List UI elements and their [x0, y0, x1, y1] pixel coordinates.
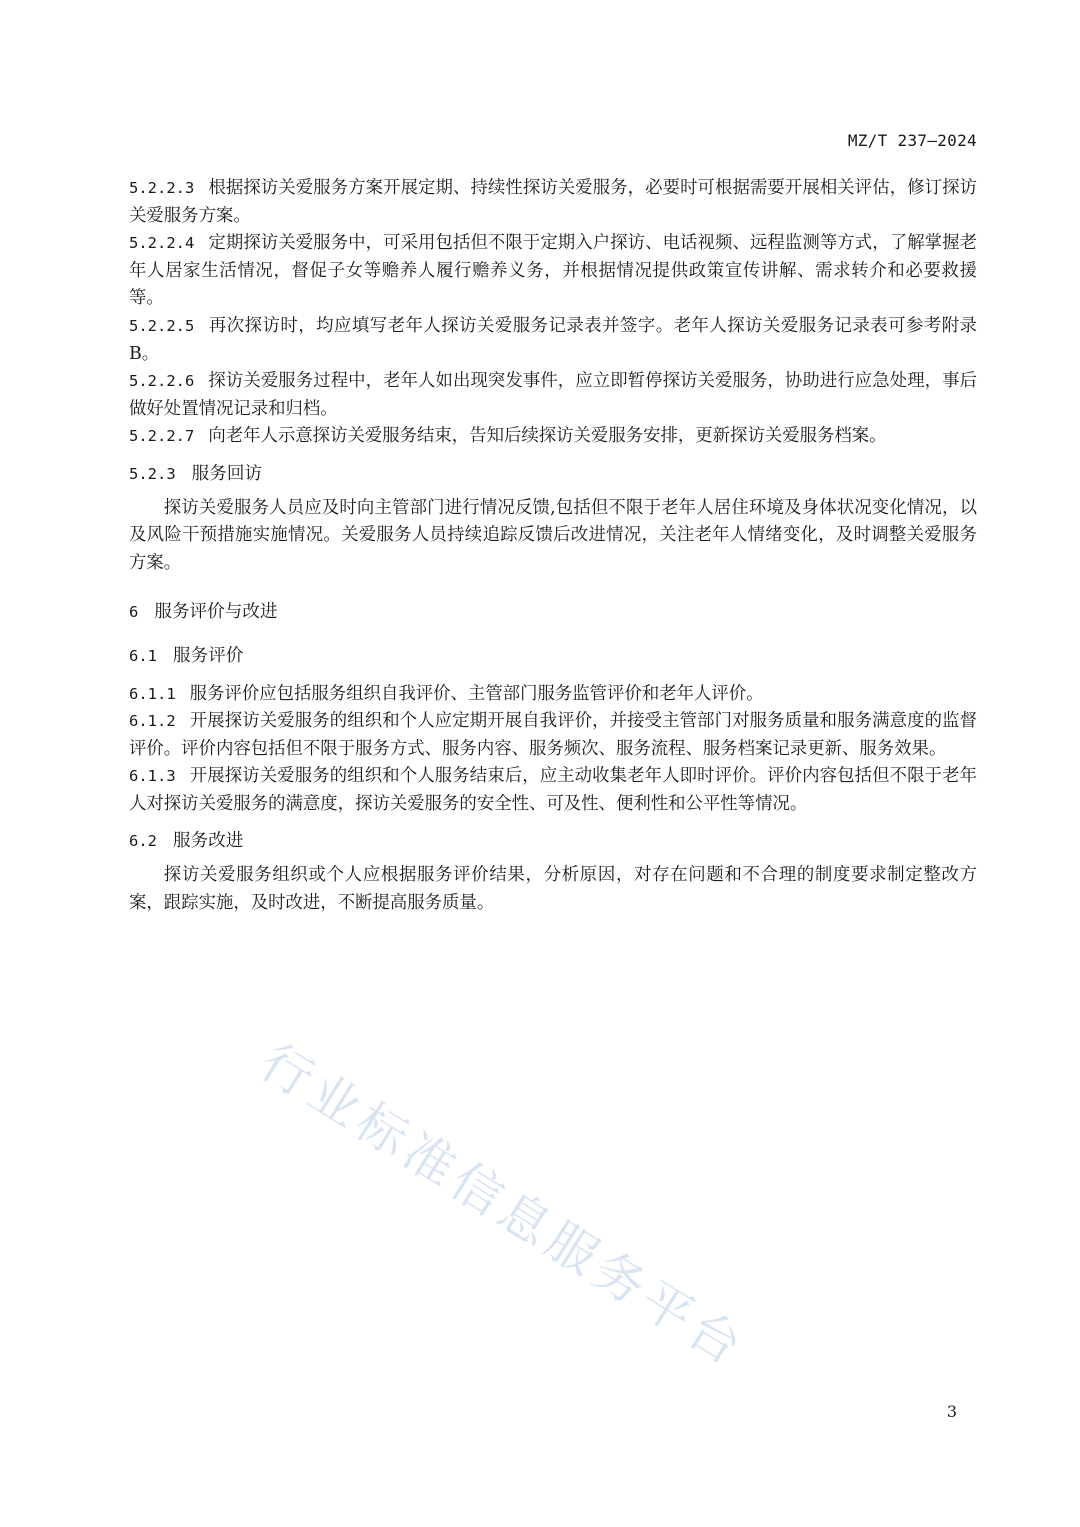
section-heading-5-2-3	[129, 461, 977, 489]
clause-number: 6.1.2	[129, 712, 176, 731]
section-number: 6.1	[129, 646, 157, 665]
section-5-2-3-body: 探访关爱服务人员应及时向主管部门进行情况反馈,包括但不限于老年人居住环境及身体状况变化情况，以及风险干预措施实施情况。关爱服务人员持续追踪反馈后改进情况，关注老年人情绪变化，及时调整关爱服务方案。	[129, 497, 977, 573]
section-title: 服务评价	[173, 645, 244, 666]
document-body	[129, 175, 977, 917]
clause-text: 服务评价应包括服务组织自我评价、主管部门服务监管评价和老年人评价。	[189, 683, 764, 704]
standard-code: MZ/T 237—2024	[847, 131, 977, 150]
clause-text: 定期探访关爱服务中，可采用包括但不限于定期入户探访、电话视频、远程监测等方式，了解掌握老年人居家生活情况，督促子女等赡养人履行赡养义务，并根据情况提供政策宣传讲解、需求转介和必要救援等。	[129, 233, 977, 309]
clause-text: 向老年人示意探访关爱服务结束，告知后续探访关爱服务安排，更新探访关爱服务档案。	[208, 426, 887, 447]
clause-6-1-2	[129, 708, 977, 763]
section-number: 5.2.3	[129, 464, 176, 483]
watermark: 行业标准信息服务平台	[250, 1032, 757, 1379]
page-number: 3	[946, 1402, 957, 1421]
clause-6-1-3	[129, 763, 977, 818]
clause-number: 5.2.2.6	[129, 372, 195, 391]
clause-text: 开展探访关爱服务的组织和个人应定期开展自我评价，并接受主管部门对服务质量和服务满意度的监督评价。评价内容包括但不限于服务方式、服务内容、服务频次、服务流程、服务档案记录更新、服务效果。	[129, 711, 977, 759]
clause-5-2-2-7	[129, 423, 977, 451]
section-heading-6-2	[129, 828, 977, 856]
clause-5-2-2-4	[129, 230, 977, 313]
clause-number: 5.2.2.3	[129, 179, 195, 197]
section-title: 服务回访	[191, 463, 263, 484]
section-title: 服务改进	[173, 831, 244, 852]
clause-6-1-1	[129, 681, 977, 709]
clause-5-2-2-6	[129, 368, 977, 423]
section-number: 6.2	[129, 832, 157, 851]
clause-text: 根据探访关爱服务方案开展定期、持续性探访关爱服务，必要时可根据需要开展相关评估，修订探访关爱服务方案。	[129, 178, 977, 226]
clause-5-2-2-5	[129, 313, 977, 368]
clause-number: 6.1.3	[129, 767, 176, 786]
clause-number: 5.2.2.7	[129, 427, 195, 446]
section-heading-6-1	[129, 643, 977, 671]
chapter-number: 6	[129, 603, 139, 622]
clause-5-2-2-3	[129, 175, 977, 230]
clause-number: 5.2.2.5	[129, 316, 195, 335]
clause-text: 开展探访关爱服务的组织和个人服务结束后，应主动收集老年人即时评价。评价内容包括但不限于老年人对探访关爱服务的满意度，探访关爱服务的安全性、可及性、便利性和公平性等情况。	[129, 766, 977, 814]
chapter-heading-6	[129, 599, 977, 627]
clause-number: 6.1.1	[129, 684, 176, 703]
chapter-title: 服务评价与改进	[154, 602, 278, 623]
clause-text: 探访关爱服务过程中，老年人如出现突发事件，应立即暂停探访关爱服务，协助进行应急处理，事后做好处置情况记录和归档。	[129, 371, 977, 419]
section-6-2-body: 探访关爱服务组织或个人应根据服务评价结果，分析原因，对存在问题和不合理的制度要求制定整改方案，跟踪实施，及时改进，不断提高服务质量。	[129, 865, 977, 913]
clause-number: 5.2.2.4	[129, 234, 195, 253]
clause-text: 再次探访时，均应填写老年人探访关爱服务记录表并签字。老年人探访关爱服务记录表可参考附录 B。	[129, 315, 977, 364]
